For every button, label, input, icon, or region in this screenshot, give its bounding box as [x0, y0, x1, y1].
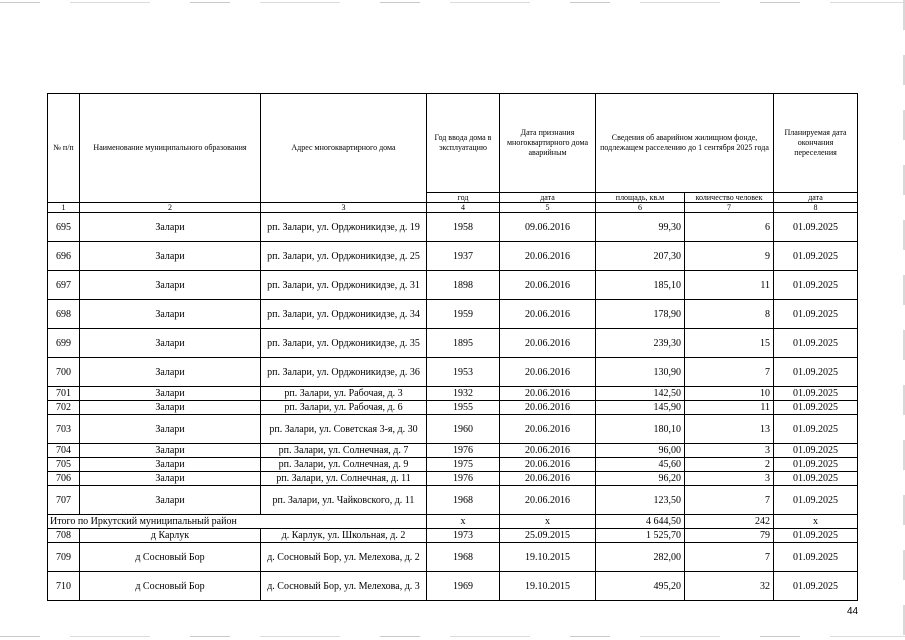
- row-plan-date: 01.09.2025: [774, 242, 858, 271]
- total-year: x: [427, 515, 500, 529]
- header-planned-date: Планируемая дата окончания переселения: [774, 94, 858, 193]
- row-address: рп. Залари, ул. Орджоникидзе, д. 31: [261, 271, 427, 300]
- unit-date: дата: [500, 193, 596, 203]
- row-municipality: Залари: [80, 387, 261, 401]
- table-header-row: [48, 94, 858, 193]
- row-municipality: Залари: [80, 486, 261, 515]
- header-date: Дата признания многоквартирного дома аварийным: [500, 94, 596, 193]
- row-address: рп. Залари, ул. Орджоникидзе, д. 34: [261, 300, 427, 329]
- row-plan-date: 01.09.2025: [774, 458, 858, 472]
- col-number: 7: [685, 203, 774, 213]
- row-year: 1958: [427, 213, 500, 242]
- row-address: д. Сосновый Бор, ул. Мелехова, д. 3: [261, 572, 427, 601]
- row-people: 3: [685, 472, 774, 486]
- row-date: 20.06.2016: [500, 486, 596, 515]
- row-number: 709: [48, 543, 80, 572]
- row-year: 1975: [427, 458, 500, 472]
- row-number: 699: [48, 329, 80, 358]
- row-year: 1937: [427, 242, 500, 271]
- total-area: 4 644,50: [596, 515, 685, 529]
- row-date: 19.10.2015: [500, 543, 596, 572]
- row-address: рп. Залари, ул. Рабочая, д. 6: [261, 401, 427, 415]
- table-row: [48, 486, 858, 515]
- row-year: 1973: [427, 529, 500, 543]
- row-area: 1 525,70: [596, 529, 685, 543]
- row-plan-date: 01.09.2025: [774, 529, 858, 543]
- header-municipality: Наименование муниципального образования: [80, 94, 261, 203]
- row-address: д. Сосновый Бор, ул. Мелехова, д. 2: [261, 543, 427, 572]
- row-area: 123,50: [596, 486, 685, 515]
- table-row: [48, 213, 858, 242]
- row-plan-date: 01.09.2025: [774, 401, 858, 415]
- row-address: д. Карлук, ул. Школьная, д. 2: [261, 529, 427, 543]
- row-number: 706: [48, 472, 80, 486]
- col-number: 4: [427, 203, 500, 213]
- row-address: рп. Залари, ул. Орджоникидзе, д. 25: [261, 242, 427, 271]
- row-number: 703: [48, 415, 80, 444]
- table-row: [48, 543, 858, 572]
- unit-people: количество человек: [685, 193, 774, 203]
- row-municipality: Залари: [80, 329, 261, 358]
- row-year: 1960: [427, 415, 500, 444]
- row-year: 1898: [427, 271, 500, 300]
- col-number: 5: [500, 203, 596, 213]
- row-people: 32: [685, 572, 774, 601]
- col-number: 1: [48, 203, 80, 213]
- col-number: 2: [80, 203, 261, 213]
- scan-artifact-bottom: [0, 636, 905, 637]
- row-address: рп. Залари, ул. Рабочая, д. 3: [261, 387, 427, 401]
- row-plan-date: 01.09.2025: [774, 444, 858, 458]
- row-municipality: д Сосновый Бор: [80, 543, 261, 572]
- row-people: 2: [685, 458, 774, 472]
- unit-area: площадь, кв.м: [596, 193, 685, 203]
- row-date: 20.06.2016: [500, 329, 596, 358]
- row-address: рп. Залари, ул. Орджоникидзе, д. 19: [261, 213, 427, 242]
- row-municipality: Залари: [80, 472, 261, 486]
- row-number: 695: [48, 213, 80, 242]
- row-plan-date: 01.09.2025: [774, 271, 858, 300]
- row-municipality: Залари: [80, 242, 261, 271]
- page-number: 44: [847, 606, 859, 617]
- row-address: рп. Залари, ул. Солнечная, д. 9: [261, 458, 427, 472]
- total-date: x: [500, 515, 596, 529]
- row-date: 20.06.2016: [500, 458, 596, 472]
- row-date: 20.06.2016: [500, 387, 596, 401]
- table-row: [48, 271, 858, 300]
- table-row: [48, 572, 858, 601]
- column-numbers-row: [48, 203, 858, 213]
- resettlement-table: [47, 93, 858, 601]
- row-date: 25.09.2015: [500, 529, 596, 543]
- table-row: [48, 444, 858, 458]
- row-year: 1955: [427, 401, 500, 415]
- row-year: 1895: [427, 329, 500, 358]
- row-area: 45,60: [596, 458, 685, 472]
- row-number: 702: [48, 401, 80, 415]
- row-year: 1969: [427, 572, 500, 601]
- row-plan-date: 01.09.2025: [774, 329, 858, 358]
- table-row: [48, 529, 858, 543]
- row-year: 1959: [427, 300, 500, 329]
- row-address: рп. Залари, ул. Орджоникидзе, д. 35: [261, 329, 427, 358]
- row-municipality: Залари: [80, 300, 261, 329]
- row-number: 701: [48, 387, 80, 401]
- row-area: 178,90: [596, 300, 685, 329]
- row-municipality: Залари: [80, 458, 261, 472]
- row-people: 11: [685, 401, 774, 415]
- row-plan-date: 01.09.2025: [774, 387, 858, 401]
- row-date: 20.06.2016: [500, 401, 596, 415]
- row-plan-date: 01.09.2025: [774, 472, 858, 486]
- row-year: 1953: [427, 358, 500, 387]
- row-plan-date: 01.09.2025: [774, 358, 858, 387]
- row-date: 19.10.2015: [500, 572, 596, 601]
- row-date: 20.06.2016: [500, 242, 596, 271]
- row-municipality: Залари: [80, 213, 261, 242]
- row-people: 8: [685, 300, 774, 329]
- row-people: 7: [685, 358, 774, 387]
- scan-artifact-top: [0, 2, 905, 3]
- row-date: 20.06.2016: [500, 271, 596, 300]
- row-year: 1976: [427, 472, 500, 486]
- row-people: 3: [685, 444, 774, 458]
- row-people: 7: [685, 543, 774, 572]
- header-housing-info: Сведения об аварийном жилищном фонде, подлежащем расселению до 1 сентября 2025 года: [596, 94, 774, 193]
- row-address: рп. Залари, ул. Солнечная, д. 11: [261, 472, 427, 486]
- row-people: 6: [685, 213, 774, 242]
- row-plan-date: 01.09.2025: [774, 543, 858, 572]
- row-area: 145,90: [596, 401, 685, 415]
- row-municipality: Залари: [80, 271, 261, 300]
- row-address: рп. Залари, ул. Советская 3-я, д. 30: [261, 415, 427, 444]
- row-year: 1968: [427, 486, 500, 515]
- row-year: 1932: [427, 387, 500, 401]
- row-number: 696: [48, 242, 80, 271]
- col-number: 6: [596, 203, 685, 213]
- row-plan-date: 01.09.2025: [774, 486, 858, 515]
- row-plan-date: 01.09.2025: [774, 415, 858, 444]
- row-address: рп. Залари, ул. Орджоникидзе, д. 36: [261, 358, 427, 387]
- table-row: [48, 358, 858, 387]
- row-number: 707: [48, 486, 80, 515]
- row-municipality: д Карлук: [80, 529, 261, 543]
- row-number: 704: [48, 444, 80, 458]
- row-number: 710: [48, 572, 80, 601]
- row-address: рп. Залари, ул. Солнечная, д. 7: [261, 444, 427, 458]
- row-people: 10: [685, 387, 774, 401]
- row-area: 96,00: [596, 444, 685, 458]
- total-label: Итого по Иркутский муниципальный район: [48, 515, 427, 529]
- row-date: 20.06.2016: [500, 415, 596, 444]
- row-people: 15: [685, 329, 774, 358]
- unit-plan-date: дата: [774, 193, 858, 203]
- row-plan-date: 01.09.2025: [774, 213, 858, 242]
- row-area: 495,20: [596, 572, 685, 601]
- row-area: 239,30: [596, 329, 685, 358]
- row-address: рп. Залари, ул. Чайковского, д. 11: [261, 486, 427, 515]
- row-area: 130,90: [596, 358, 685, 387]
- row-people: 13: [685, 415, 774, 444]
- row-date: 20.06.2016: [500, 358, 596, 387]
- row-date: 20.06.2016: [500, 444, 596, 458]
- row-date: 20.06.2016: [500, 472, 596, 486]
- row-date: 20.06.2016: [500, 300, 596, 329]
- row-municipality: Залари: [80, 358, 261, 387]
- col-number: 8: [774, 203, 858, 213]
- table-row: [48, 329, 858, 358]
- row-area: 207,30: [596, 242, 685, 271]
- total-people: 242: [685, 515, 774, 529]
- table-body: [48, 213, 858, 601]
- table-row: [48, 387, 858, 401]
- header-address: Адрес многоквартирного дома: [261, 94, 427, 203]
- table-row: [48, 300, 858, 329]
- table-row: [48, 458, 858, 472]
- row-area: 282,00: [596, 543, 685, 572]
- table-row: [48, 242, 858, 271]
- row-date: 09.06.2016: [500, 213, 596, 242]
- table-row: [48, 472, 858, 486]
- col-number: 3: [261, 203, 427, 213]
- row-number: 705: [48, 458, 80, 472]
- header-year: Год ввода дома в эксплуатацию: [427, 94, 500, 193]
- row-number: 697: [48, 271, 80, 300]
- row-people: 9: [685, 242, 774, 271]
- row-year: 1976: [427, 444, 500, 458]
- row-plan-date: 01.09.2025: [774, 572, 858, 601]
- total-plan: x: [774, 515, 858, 529]
- row-plan-date: 01.09.2025: [774, 300, 858, 329]
- row-area: 180,10: [596, 415, 685, 444]
- table-row: [48, 415, 858, 444]
- row-people: 11: [685, 271, 774, 300]
- row-people: 7: [685, 486, 774, 515]
- row-year: 1968: [427, 543, 500, 572]
- row-number: 700: [48, 358, 80, 387]
- table-row: [48, 401, 858, 415]
- row-people: 79: [685, 529, 774, 543]
- row-municipality: Залари: [80, 401, 261, 415]
- row-area: 99,30: [596, 213, 685, 242]
- row-municipality: Залари: [80, 444, 261, 458]
- row-number: 698: [48, 300, 80, 329]
- row-municipality: Залари: [80, 415, 261, 444]
- row-area: 96,20: [596, 472, 685, 486]
- row-area: 185,10: [596, 271, 685, 300]
- total-row: [48, 515, 858, 529]
- row-municipality: д Сосновый Бор: [80, 572, 261, 601]
- header-number: № п/п: [48, 94, 80, 203]
- row-number: 708: [48, 529, 80, 543]
- unit-year: год: [427, 193, 500, 203]
- row-area: 142,50: [596, 387, 685, 401]
